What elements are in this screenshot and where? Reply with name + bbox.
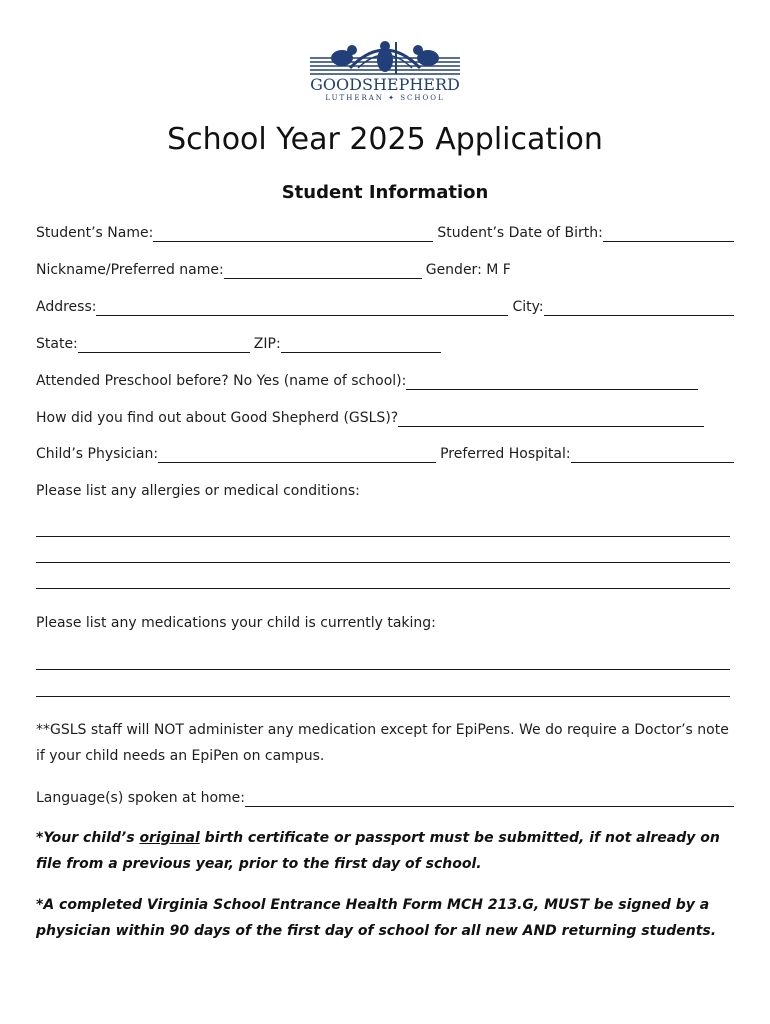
found-out-label: How did you find out about Good Shepherd (GSLS)?	[36, 410, 399, 426]
dob-label: Student’s Date of Birth:	[437, 225, 603, 241]
language-field[interactable]	[245, 792, 734, 807]
city-field[interactable]	[544, 301, 734, 316]
row-preschool	[36, 372, 734, 390]
student-name-label: Student’s Name:	[36, 225, 154, 241]
row-language	[36, 789, 734, 807]
school-logo	[300, 34, 470, 108]
birth-certificate-note	[36, 825, 736, 877]
row-physician-hospital	[36, 445, 734, 463]
medications-label: Please list any medications your child is currently taking:	[36, 615, 436, 631]
medications-line-1[interactable]	[36, 669, 730, 670]
nickname-field[interactable]	[224, 264, 422, 279]
logo-name: GOODSHEPHERD	[310, 75, 460, 94]
address-label: Address:	[36, 299, 97, 315]
zip-field[interactable]	[281, 338, 441, 353]
section-title: Student Information	[281, 182, 489, 203]
logo-subtitle: LUTHERAN ✦ SCHOOL	[325, 94, 445, 102]
hospital-field[interactable]	[571, 448, 734, 463]
dob-field[interactable]	[603, 227, 734, 242]
page-title: School Year 2025 Application	[167, 122, 603, 157]
preschool-label: Attended Preschool before? No Yes (name of school):	[36, 373, 407, 389]
birth-cert-post: birth certificate or passport must be submitted, if not already on file from a previous year, prior to the first day of school.	[36, 830, 720, 872]
physician-label: Child’s Physician:	[36, 446, 159, 462]
nickname-label: Nickname/Preferred name:	[36, 262, 224, 278]
health-form-note: *A completed Virginia School Entrance Health Form MCH 213.G, MUST be signed by a physician within 90 days of the first day of school for all new AND returning students.	[36, 897, 717, 939]
row-address-city	[36, 298, 734, 316]
gender-label[interactable]: Gender: M F	[425, 262, 511, 278]
allergies-label: Please list any allergies or medical conditions:	[36, 483, 360, 499]
row-medications	[36, 614, 734, 632]
preschool-field[interactable]	[406, 375, 698, 390]
row-nickname-gender	[36, 261, 734, 279]
language-label: Language(s) spoken at home:	[36, 790, 245, 806]
state-field[interactable]	[78, 338, 250, 353]
found-out-field[interactable]	[398, 412, 704, 427]
zip-label: ZIP:	[253, 336, 281, 352]
row-found-out	[36, 409, 734, 427]
birth-cert-underlined: original	[139, 830, 200, 846]
student-name-field[interactable]	[153, 227, 433, 242]
epipen-notice: **GSLS staff will NOT administer any medication except for EpiPens. We do require a Doctor’s note if your child needs an EpiPen on campus.	[36, 722, 729, 764]
address-field[interactable]	[96, 301, 508, 316]
medications-line-2[interactable]	[36, 696, 730, 697]
allergies-line-3[interactable]	[36, 588, 730, 589]
city-label: City:	[512, 299, 544, 315]
state-label: State:	[36, 336, 78, 352]
birth-cert-pre: *Your child’s	[36, 830, 140, 846]
physician-field[interactable]	[158, 448, 436, 463]
hospital-label: Preferred Hospital:	[440, 446, 571, 462]
allergies-line-2[interactable]	[36, 562, 730, 563]
row-state-zip	[36, 335, 734, 353]
row-allergies	[36, 482, 734, 500]
row-name-dob	[36, 224, 734, 242]
allergies-line-1[interactable]	[36, 536, 730, 537]
